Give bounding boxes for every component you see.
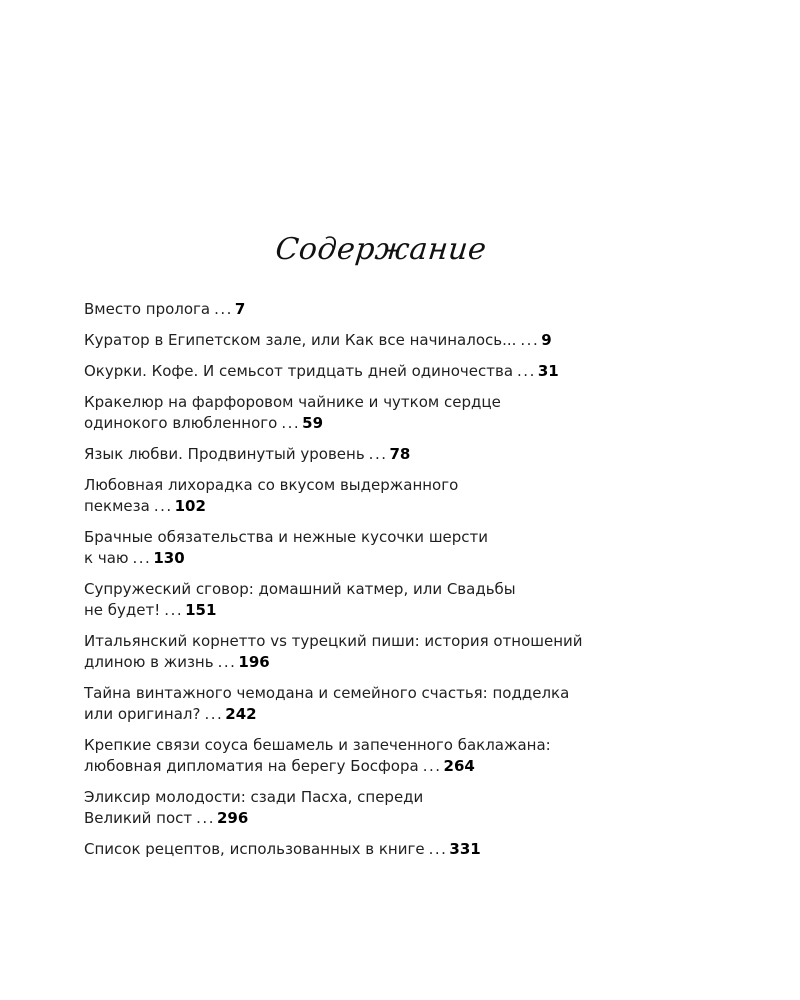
toc-entry bbox=[84, 475, 684, 517]
toc-leader-dots: ... bbox=[517, 362, 536, 380]
toc-entry-line bbox=[84, 808, 684, 829]
toc-entry-title: Список рецептов, использованных в книге bbox=[84, 840, 425, 858]
toc-entry bbox=[84, 735, 684, 777]
toc-entry-title: длиною в жизнь bbox=[84, 653, 214, 671]
toc-entry-title: одинокого влюбленного bbox=[84, 414, 278, 432]
toc-entry-line bbox=[84, 652, 684, 673]
toc-entry bbox=[84, 392, 684, 434]
toc-leader-dots: ... bbox=[368, 445, 388, 463]
toc-entry-line bbox=[84, 496, 684, 517]
toc-entry-title: Тайна винтажного чемодана и семейного счастья: подделка bbox=[84, 684, 570, 702]
toc-entry-line bbox=[84, 330, 684, 351]
toc-leader-dots: ... bbox=[196, 809, 215, 827]
toc-page-number: 59 bbox=[302, 414, 324, 432]
toc-page-number: 296 bbox=[216, 809, 249, 827]
toc-leader-dots: ... bbox=[217, 653, 237, 671]
toc-entry-line bbox=[84, 444, 684, 465]
toc-entry bbox=[84, 444, 684, 465]
toc-entry-title: любовная дипломатия на берегу Босфора bbox=[84, 757, 419, 775]
toc-entry-title: пекмеза bbox=[84, 497, 150, 515]
toc-entry bbox=[84, 579, 684, 621]
toc-entry-line bbox=[84, 527, 684, 548]
toc-page-number: 31 bbox=[537, 362, 559, 380]
toc-entry bbox=[84, 787, 684, 829]
toc-page-number: 331 bbox=[449, 840, 481, 858]
toc-leader-dots: ... bbox=[204, 705, 224, 723]
toc-leader-dots: ... bbox=[428, 840, 448, 858]
toc-page-number: 196 bbox=[238, 653, 270, 671]
toc-entry-title: Окурки. Кофе. И семьсот тридцать дней одиночества bbox=[84, 362, 514, 380]
toc-entry-title: Язык любви. Продвинутый уровень bbox=[84, 445, 365, 463]
toc-entry-line bbox=[84, 413, 684, 434]
toc-leader-dots: ... bbox=[422, 757, 442, 775]
toc-entry bbox=[84, 299, 684, 320]
toc-entry-line bbox=[84, 756, 684, 777]
toc-entry-title: Супружеский сговор: домашний катмер, или Свадьбы bbox=[84, 580, 516, 598]
toc-entry-line bbox=[84, 299, 684, 320]
toc-page-number: 264 bbox=[443, 757, 475, 775]
toc-entry-title: Вместо пролога bbox=[84, 300, 211, 318]
toc-leader-dots: ... bbox=[132, 549, 152, 567]
toc-entry bbox=[84, 839, 684, 860]
toc-entry-line bbox=[84, 683, 684, 704]
toc-page-number: 130 bbox=[153, 549, 185, 567]
toc-entry-title: Великий пост bbox=[84, 809, 193, 827]
toc-title: Содержание bbox=[273, 232, 489, 267]
toc-entry-title: Итальянский корнетто vs турецкий пиши: история отношений bbox=[84, 632, 583, 650]
toc-entry-line bbox=[84, 735, 684, 756]
toc-entry-title: Куратор в Египетском зале, или Как все начиналось... bbox=[84, 331, 517, 349]
toc-entry-title: Кракелюр на фарфоровом чайнике и чутком сердце bbox=[84, 393, 501, 411]
toc-entry bbox=[84, 361, 684, 382]
toc-page-number: 102 bbox=[174, 497, 206, 515]
toc-entry-line bbox=[84, 787, 684, 808]
toc-entry bbox=[84, 631, 684, 673]
toc-entry-title: Эликсир молодости: сзади Пасха, спереди bbox=[84, 788, 424, 806]
toc-entry-title: Крепкие связи соуса бешамель и запеченного баклажана: bbox=[84, 736, 551, 754]
toc-entry-title: не будет! bbox=[84, 601, 161, 619]
toc-entry bbox=[84, 527, 684, 569]
toc-list bbox=[84, 299, 684, 870]
toc-page-number: 9 bbox=[541, 331, 552, 349]
toc-entry-title: или оригинал? bbox=[84, 705, 201, 723]
toc-entry-title: к чаю bbox=[84, 549, 129, 567]
toc-leader-dots: ... bbox=[153, 497, 173, 515]
toc-entry bbox=[84, 683, 684, 725]
toc-entry bbox=[84, 330, 684, 351]
toc-entry-line bbox=[84, 631, 684, 652]
toc-entry-line bbox=[84, 548, 684, 569]
toc-entry-title: Брачные обязательства и нежные кусочки шерсти bbox=[84, 528, 489, 546]
toc-page-number: 7 bbox=[234, 300, 246, 318]
toc-entry-line bbox=[84, 392, 684, 413]
toc-entry-line bbox=[84, 704, 684, 725]
toc-entry-line bbox=[84, 579, 684, 600]
toc-entry-line bbox=[84, 361, 684, 382]
toc-leader-dots: ... bbox=[281, 414, 301, 432]
toc-leader-dots: ... bbox=[164, 601, 184, 619]
toc-entry-title: Любовная лихорадка со вкусом выдержанного bbox=[84, 476, 459, 494]
toc-page-number: 242 bbox=[225, 705, 257, 723]
toc-leader-dots: ... bbox=[520, 331, 540, 349]
toc-page-number: 78 bbox=[389, 445, 411, 463]
toc-entry-line bbox=[84, 475, 684, 496]
toc-entry-line bbox=[84, 839, 684, 860]
toc-page-number: 151 bbox=[185, 601, 217, 619]
toc-entry-line bbox=[84, 600, 684, 621]
toc-leader-dots: ... bbox=[214, 300, 233, 318]
